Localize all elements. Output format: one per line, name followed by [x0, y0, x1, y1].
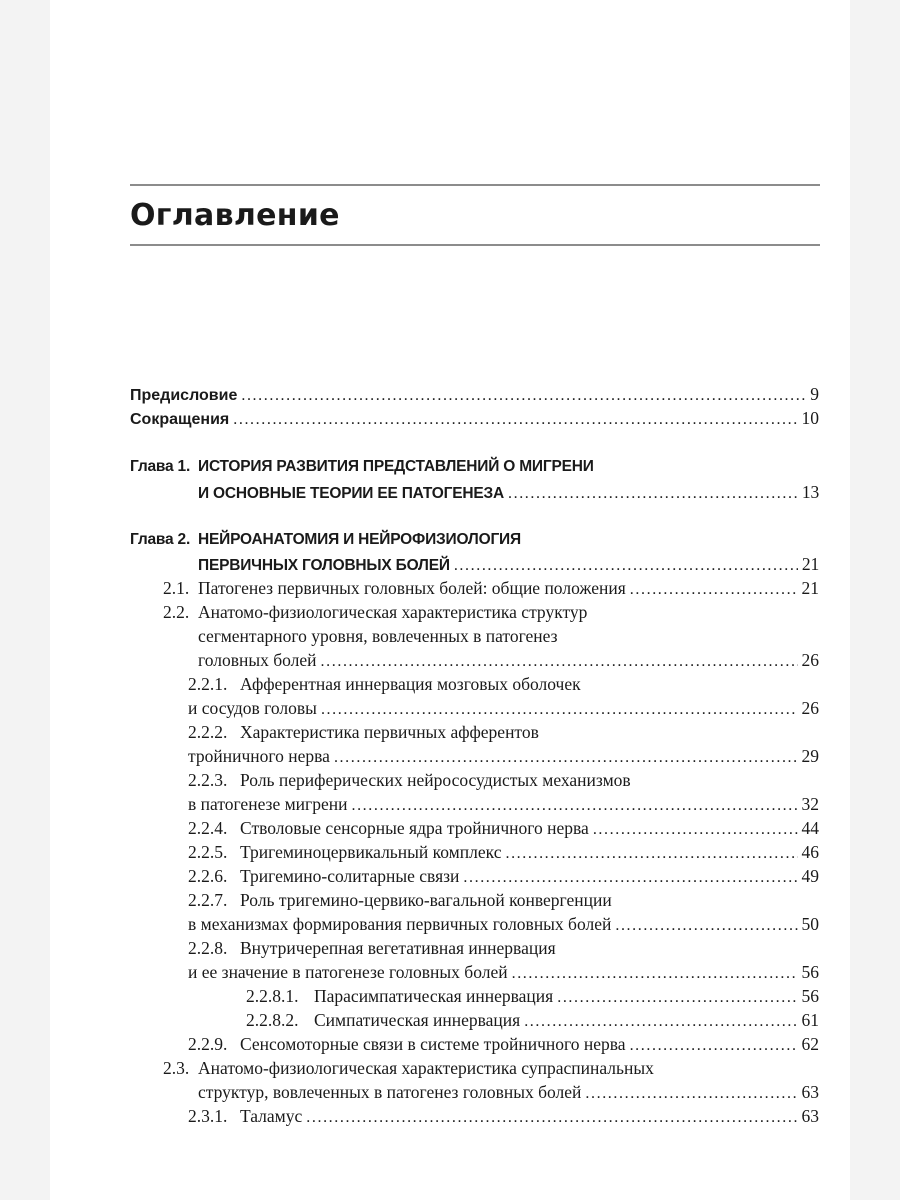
toc-entry-text: Сокращения — [130, 411, 230, 428]
dot-leader — [630, 1034, 798, 1058]
toc-entry-2-2-3[interactable] — [50, 768, 850, 792]
dot-leader — [585, 1082, 797, 1106]
toc-entry-page: 21 — [801, 578, 819, 598]
toc-entry-text: Анатомо-физиологическая характеристика структур — [198, 602, 588, 622]
toc-entry-page: 21 — [801, 554, 819, 574]
toc-entry-text: Тригемино-солитарные связи — [240, 866, 460, 886]
toc-entry-page: 29 — [801, 746, 819, 766]
toc-entry-text: Роль тригемино-цервико-вагальной конвергенции — [240, 890, 612, 910]
toc-entry-text: Роль периферических нейрососудистых механизмов — [240, 770, 631, 790]
toc-entry-number: 2.2.3. — [188, 770, 228, 790]
toc-entry-text: головных болей — [198, 650, 317, 670]
toc-entry-2-2-8[interactable] — [50, 936, 850, 960]
dot-leader — [233, 408, 797, 432]
toc-entry-page: 44 — [801, 818, 819, 838]
toc-entry-number: 2.2.6. — [188, 866, 228, 886]
toc-entry-page: 26 — [801, 650, 819, 670]
toc-entry-text: ПЕРВИЧНЫХ ГОЛОВНЫХ БОЛЕЙ — [198, 557, 450, 574]
dot-leader — [593, 818, 798, 842]
toc-entry-2-2-3-cont[interactable] — [50, 792, 850, 816]
dot-leader — [508, 482, 798, 506]
toc-entry-text: Характеристика первичных афферентов — [240, 722, 539, 742]
toc-entry-number: 2.2.4. — [188, 818, 228, 838]
toc-entry-preface[interactable] — [50, 382, 850, 406]
toc-entry-2-2-8-cont[interactable] — [50, 960, 850, 984]
dot-leader — [615, 914, 797, 938]
toc-entry-2-2-1[interactable] — [50, 672, 850, 696]
toc-entry-2-2-5[interactable] — [50, 840, 850, 864]
dot-leader — [334, 746, 798, 770]
toc-entry-2-2-2[interactable] — [50, 720, 850, 744]
toc-entry-page: 46 — [801, 842, 819, 862]
toc-entry-text: И ОСНОВНЫЕ ТЕОРИИ ЕЕ ПАТОГЕНЕЗА — [198, 485, 504, 502]
toc-entry-number: 2.2.8.1. — [246, 986, 299, 1006]
toc-entry-number: Глава 1. — [130, 458, 191, 475]
toc-entry-text: Предисловие — [130, 387, 238, 404]
toc-entry-text: Тригеминоцервикальный комплекс — [240, 842, 502, 862]
toc-entry-page: 32 — [801, 794, 819, 814]
toc-entry-2-2-cont[interactable] — [50, 648, 850, 672]
toc-entry-number: 2.1. — [163, 578, 190, 598]
toc-entry-text: и сосудов головы — [188, 698, 317, 718]
toc-entry-page: 63 — [801, 1082, 819, 1102]
dot-leader — [321, 650, 798, 674]
toc-entry-2-2-1-cont[interactable] — [50, 696, 850, 720]
toc-entry-number: 2.2.8.2. — [246, 1010, 299, 1030]
toc-entry-2-2-4[interactable] — [50, 816, 850, 840]
toc-entry-number: 2.3.1. — [188, 1106, 228, 1126]
toc-entry-abbreviations[interactable] — [50, 406, 850, 430]
toc-entry-number: 2.2.5. — [188, 842, 228, 862]
toc-entry-2-2[interactable] — [50, 600, 850, 624]
toc-entry-text: Афферентная иннервация мозговых оболочек — [240, 674, 581, 694]
toc-entry-number: 2.3. — [163, 1058, 190, 1078]
toc-entry-chapter-2-cont[interactable] — [50, 552, 850, 576]
toc-entry-page: 61 — [801, 1010, 819, 1030]
dot-leader — [524, 1010, 797, 1034]
dot-leader — [630, 578, 798, 602]
toc-entry-text: Сенсомоторные связи в системе тройничного нерва — [240, 1034, 626, 1054]
toc-entry-text: структур, вовлеченных в патогенез головных болей — [198, 1082, 582, 1102]
document-page — [50, 0, 850, 1200]
toc-entry-text: Патогенез первичных головных болей: общие положения — [198, 578, 626, 598]
toc-entry-2-2-2-cont[interactable] — [50, 744, 850, 768]
toc-entry-text: Таламус — [240, 1106, 303, 1126]
toc-entry-number: 2.2.9. — [188, 1034, 228, 1054]
toc-entry-text: тройничного нерва — [188, 746, 330, 766]
toc-entry-text: Внутричерепная вегетативная иннервация — [240, 938, 556, 958]
toc-entry-page: 56 — [801, 962, 819, 982]
toc-entry-number: 2.2.2. — [188, 722, 228, 742]
title-bottom-rule — [130, 244, 820, 246]
toc-entry-text: Анатомо-физиологическая характеристика супраспинальных — [198, 1058, 654, 1078]
toc-entry-2-3-1[interactable] — [50, 1104, 850, 1128]
toc-entry-text: сегментарного уровня, вовлеченных в патогенез — [198, 626, 558, 646]
toc-entry-page: 56 — [801, 986, 819, 1006]
dot-leader — [505, 842, 797, 866]
dot-leader — [512, 962, 798, 986]
toc-entry-page: 62 — [801, 1034, 819, 1054]
toc-entry-chapter-1[interactable] — [50, 455, 850, 479]
toc-entry-2-3-cont[interactable] — [50, 1080, 850, 1104]
dot-leader — [454, 554, 798, 578]
toc-entry-page: 63 — [801, 1106, 819, 1126]
toc-entry-2-2-cont[interactable] — [50, 624, 850, 648]
toc-entry-text: Симпатическая иннервация — [314, 1010, 521, 1030]
toc-entry-text: Парасимпатическая иннервация — [314, 986, 554, 1006]
toc-entry-2-2-7[interactable] — [50, 888, 850, 912]
toc-entry-page: 50 — [801, 914, 819, 934]
toc-entry-text: в патогенезе мигрени — [188, 794, 348, 814]
toc-entry-text: и ее значение в патогенезе головных болей — [188, 962, 508, 982]
page-title: Оглавление — [130, 198, 340, 233]
toc-entry-page: 49 — [801, 866, 819, 886]
toc-entry-text: ИСТОРИЯ РАЗВИТИЯ ПРЕДСТАВЛЕНИЙ О МИГРЕНИ — [198, 458, 594, 475]
toc-entry-number: 2.2.8. — [188, 938, 228, 958]
toc-entry-2-2-8-2[interactable] — [50, 1008, 850, 1032]
toc-entry-chapter-1-cont[interactable] — [50, 480, 850, 504]
dot-leader — [241, 384, 806, 408]
title-top-rule — [130, 184, 820, 186]
toc-entry-number: 2.2.1. — [188, 674, 228, 694]
toc-entry-page: 10 — [801, 408, 819, 428]
dot-leader — [351, 794, 797, 818]
toc-entry-2-1[interactable] — [50, 576, 850, 600]
dot-leader — [557, 986, 797, 1010]
toc-entry-page: 9 — [810, 384, 819, 404]
toc-entry-chapter-2[interactable] — [50, 528, 850, 552]
toc-entry-number: Глава 2. — [130, 531, 191, 548]
toc-entry-page: 13 — [801, 482, 819, 502]
toc-entry-2-2-8-1[interactable] — [50, 984, 850, 1008]
toc-entry-text: Стволовые сенсорные ядра тройничного нерва — [240, 818, 589, 838]
toc-entry-text: НЕЙРОАНАТОМИЯ И НЕЙРОФИЗИОЛОГИЯ — [198, 531, 521, 548]
toc-entry-2-2-9[interactable] — [50, 1032, 850, 1056]
dot-leader — [463, 866, 797, 890]
toc-entry-2-3[interactable] — [50, 1056, 850, 1080]
toc-entry-page: 26 — [801, 698, 819, 718]
dot-leader — [306, 1106, 797, 1130]
dot-leader — [321, 698, 798, 722]
toc-entry-2-2-6[interactable] — [50, 864, 850, 888]
toc-entry-text: в механизмах формирования первичных головных болей — [188, 914, 612, 934]
toc-entry-number: 2.2.7. — [188, 890, 228, 910]
toc-entry-2-2-7-cont[interactable] — [50, 912, 850, 936]
toc-entry-number: 2.2. — [163, 602, 190, 622]
